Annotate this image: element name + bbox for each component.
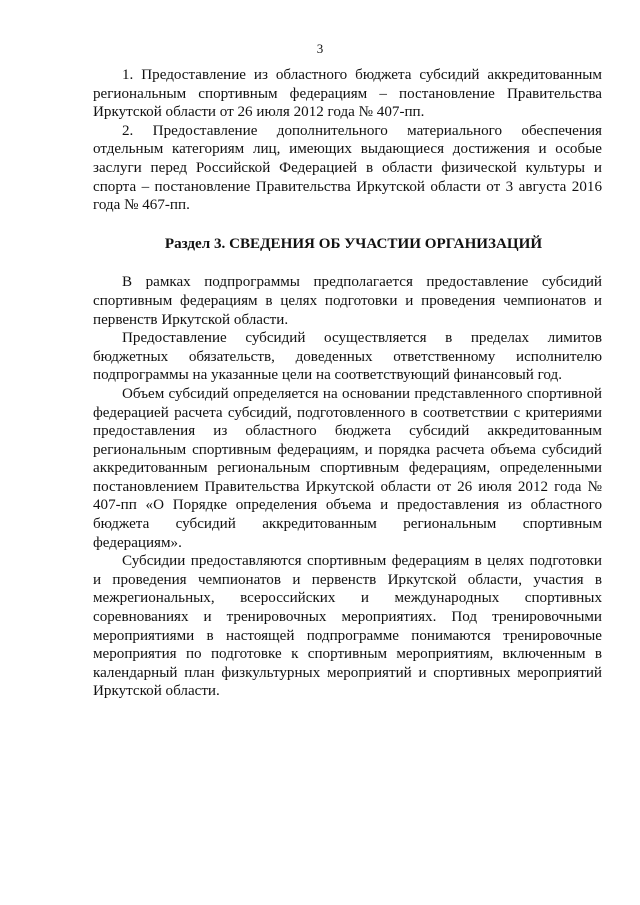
list-item-2 [93, 122, 602, 215]
list-item-text: Предоставление из областного бюджета субсидий аккредитованным региональным спортивным федерациям – постановление Правительства Иркутской области от 26 июля 2012 года № 407-пп. [93, 67, 602, 121]
list-item-1 [93, 66, 602, 122]
section-paragraph-1: В рамках подпрограммы предполагается предоставление субсидий спортивным федерациям в целях подготовки и проведения чемпионатов и первенств Иркутской области. [93, 274, 602, 328]
section-paragraph-4: Субсидии предоставляются спортивным федерациям в целях подготовки и проведения чемпионатов и первенств Иркутской области, участия в межрегиональных, всероссийских и международных спортивных соревнованиях и тренировочных мероприятиях. Под тренировочными мероприятиями в настоящей подпрограмме понимаются тренировочные мероприятия по подготовке к спортивным мероприятиям, включенным в календарный план физкультурных мероприятий и спортивных мероприятий Иркутской области. [93, 553, 602, 700]
section-paragraph-2: Предоставление субсидий осуществляется в пределах лимитов бюджетных обязательств, доведенных ответственному исполнителю подпрограммы на указанные цели на соответствующий финансовый год. [93, 330, 602, 384]
list-item-number: 1. [122, 67, 134, 83]
section-heading: Раздел 3. СВЕДЕНИЯ ОБ УЧАСТИИ ОРГАНИЗАЦИЙ [164, 235, 543, 252]
page-number: 3 [316, 41, 324, 56]
list-item-text: Предоставление дополнительного материального обеспечения отдельным категориям лиц, имеющих выдающиеся достижения и особые заслуги перед Российской Федерацией в области физической культуры и спорта – постановление Правительства Иркутской области от 3 августа 2016 года № 467-пп. [93, 122, 602, 214]
list-item-number: 2. [122, 122, 134, 139]
document-body [93, 66, 602, 701]
section-paragraph-3: Объем субсидий определяется на основании представленного спортивной федерацией расчета субсидий, подготовленного в соответствии с критериями предоставления из областного бюджета субсидий аккредитованным региональным спортивным федерациям, и порядка расчета объема субсидий аккредитованным региональным спортивным федерациям, определенными постановлением Правительства Иркутской области от 26 июля 2012 года № 407-пп «О Порядке определения объема и предоставления из областного бюджета субсидий аккредитованным региональным спортивным федерациям». [93, 385, 602, 551]
